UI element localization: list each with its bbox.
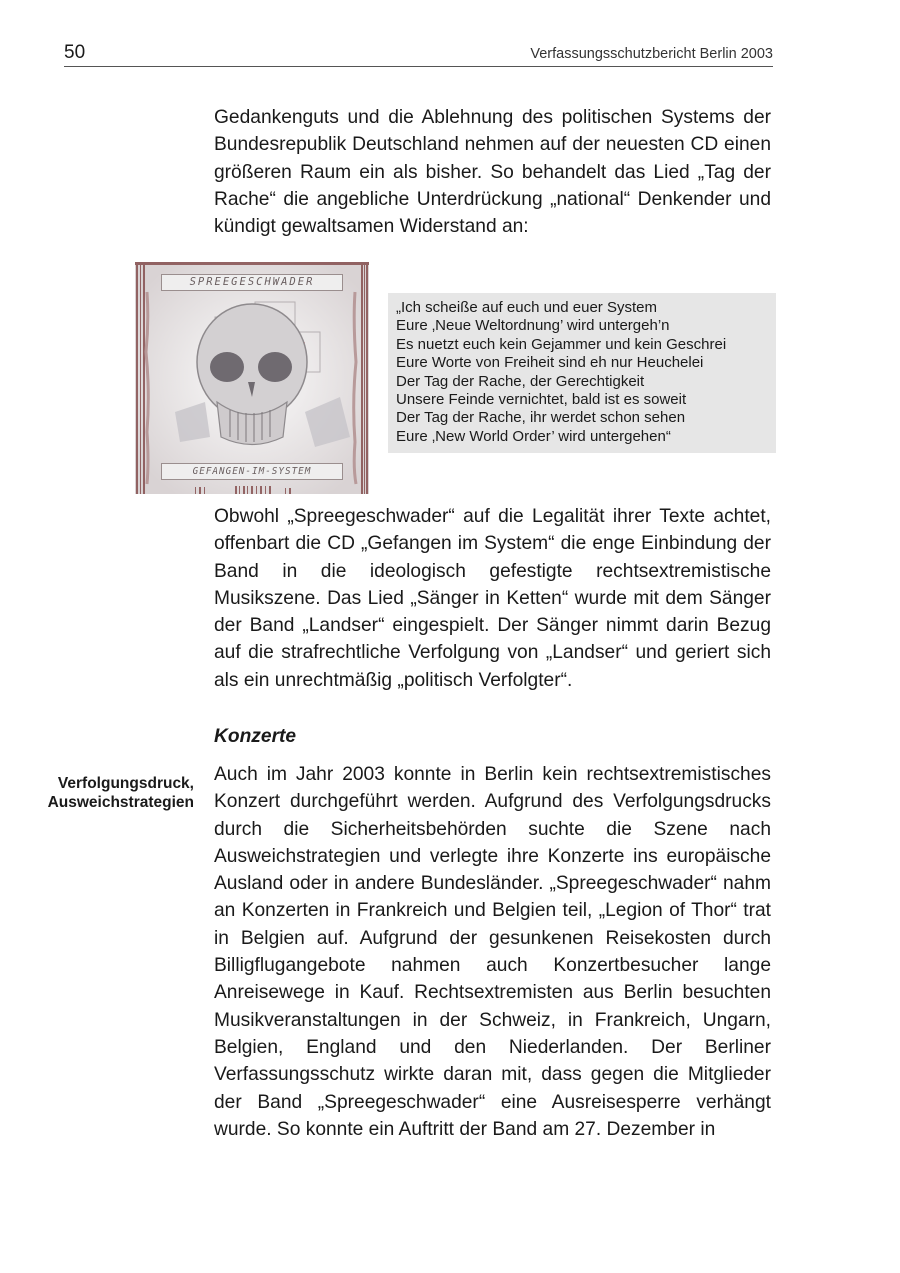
page-header — [64, 38, 773, 67]
quote-line: Es nuetzt euch kein Gejammer und kein Geschrei — [396, 335, 727, 353]
quote-line: Der Tag der Rache, der Gerechtigkeit — [396, 372, 645, 390]
cover-album-title: GEFANGEN-IM-SYSTEM — [161, 463, 343, 480]
quote-line: Eure ‚Neue Weltordnung’ wird untergeh’n — [396, 317, 670, 335]
paragraph-text: Auch im Jahr 2003 konnte in Berlin kein rechtsextremistisches Konzert durchgeführt werden. Aufgrund des Verfolgungsdrucks durch die Sicherheitsbehörden suchte die Szene nach Ausweichstrategien und verlegte ihre Konzerte ins europäische Ausland oder in andere Bundesländer. „Spreegeschwader“ nahm an Konzerten in Frankreich und Belgien teil, „Legion of Thor“ trat in Belgien auf. Aufgrund der gesunkenen Reisekosten durch Billigflugangebote nahmen auch Konzertbesucher lange Anreisewege in Kauf. Rechtsextremisten aus Berlin besuchten Musikveranstaltungen in der Schweiz, in Frankreich, Ungarn, Belgien, England und den Niederlanden. Der Berliner Verfassungsschutz wirkte daran mit, dass gegen die Mitglieder der Band „Spreegeschwader“ eine Ausreisesperre verhängt wurde. So konnte ein Auftritt der Band am 27. Dezember in — [214, 764, 771, 1140]
running-title: Verfassungsschutzbericht Berlin 2003 — [530, 46, 773, 62]
quote-line: „Ich scheiße auf euch und euer System — [396, 299, 657, 316]
body-paragraph-analysis — [214, 503, 771, 694]
body-paragraph-konzerte — [214, 761, 771, 1143]
quote-lines — [396, 299, 726, 446]
paragraph-text: Obwohl „Spreegeschwader“ auf die Legalität ihrer Texte achtet, offenbart die CD „Gefangen im System“ die enge Einbindung der Band in die ideologisch gefestigte rechtsextremistische Musikszene. Das Lied „Sänger in Ketten“ wurde mit dem Sänger der Band „Landser“ eingespielt. Der Sänger nimmt darin Bezug auf die strafrechtliche Verfolgung von „Landser“ und geriert sich als ein unrechtmäßig „politisch Verfolgter“. — [214, 506, 771, 691]
cover-band-name: SPREEGESCHWADER — [161, 274, 343, 291]
margin-note-line: Ausweichstrategien — [47, 794, 194, 811]
margin-note-line: Verfolgungsdruck, — [57, 775, 194, 792]
margin-note — [20, 774, 194, 812]
cd-cover-artwork — [135, 262, 369, 494]
quote-line: Eure ‚New World Order’ wird untergehen“ — [396, 427, 671, 445]
lyrics-quote-box — [388, 293, 776, 453]
quote-line: Unsere Feinde vernichtet, bald ist es soweit — [396, 391, 687, 409]
section-heading-konzerte: Konzerte — [214, 726, 297, 747]
cd-cover-image — [135, 262, 369, 494]
quote-line: Der Tag der Rache, ihr werdet schon sehen — [396, 409, 686, 427]
quote-line: Eure Worte von Freiheit sind eh nur Heuchelei — [396, 354, 704, 372]
page-number: 50 — [64, 42, 86, 63]
body-paragraph-intro — [214, 104, 771, 240]
paragraph-text: Gedankenguts und die Ablehnung des politischen Systems der Bundesrepublik Deutschland nehmen auf der neuesten CD einen größeren Raum ein als bisher. So behandelt das Lied „Tag der Rache“ die angebliche Unterdrückung „national“ Denkender und kündigt gewaltsamen Widerstand an: — [214, 107, 771, 238]
